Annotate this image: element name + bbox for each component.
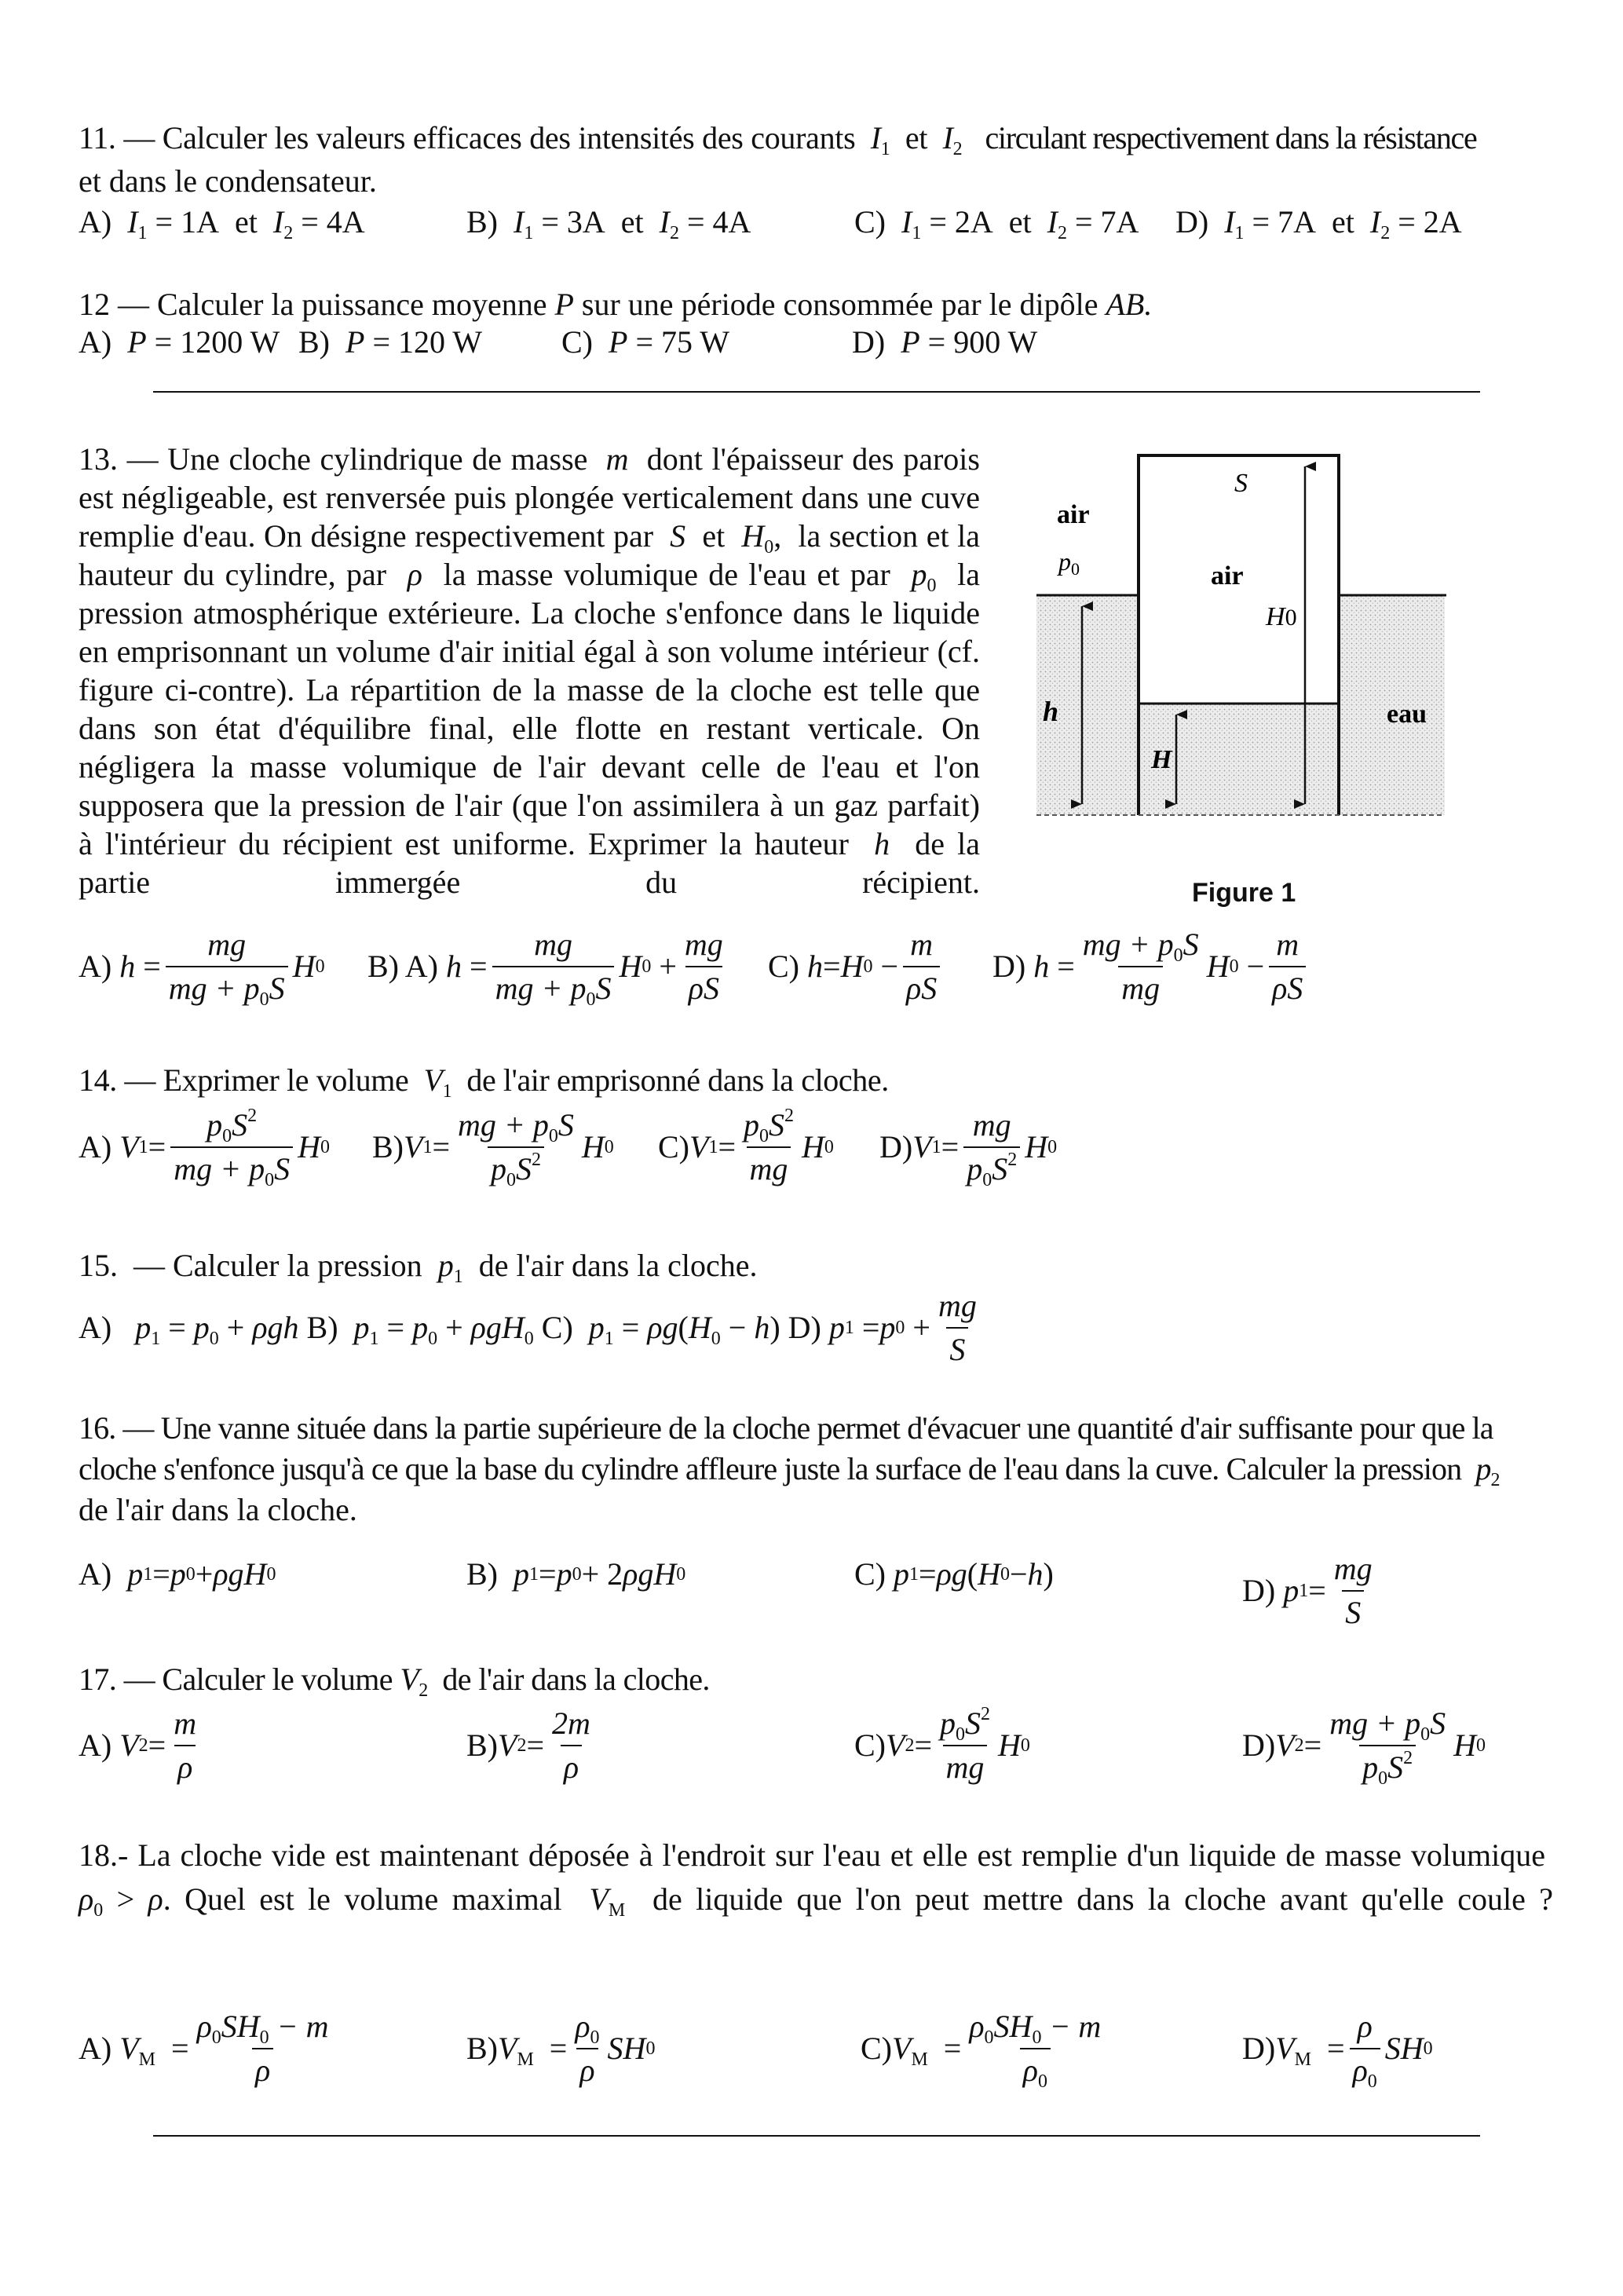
q16-text-line3: de l'air dans la cloche.: [79, 1492, 357, 1527]
q14-text: 14. — Exprimer le volume $V_1$ de l'air emprisonné dans la cloche.: [79, 1062, 889, 1102]
q11-text-line2: et dans le condensateur.: [79, 163, 377, 199]
q18-option-b[interactable]: B) $V_M$ = $\frac{\rho_0}{\rho}$ SH 0: [466, 2009, 656, 2088]
q16-option-b[interactable]: B) p 1 = p 0 + 2 ρgH 0: [466, 1556, 686, 1592]
q12-option-b[interactable]: B) P = 120 W: [298, 324, 483, 360]
q12-option-d[interactable]: D) P = 900 W: [852, 324, 1038, 360]
q15-options: [79, 1288, 985, 1368]
q15-option-c[interactable]: C) $p_1 = \rho g(H_0 - h)$: [541, 1310, 780, 1349]
q14-option-d[interactable]: D) V 1 = $\frac{mg}{p_0S^2}$ H 0: [879, 1107, 1058, 1190]
q17-option-a[interactable]: A) V 2 = $\frac{m}{\rho}$: [79, 1706, 197, 1785]
label-eau: eau: [1387, 700, 1427, 729]
label-air-outside: air: [1057, 500, 1090, 529]
figure-caption: Figure 1: [1192, 878, 1296, 908]
bell-diagram: [1021, 440, 1468, 872]
q14-option-c[interactable]: C) V 1 = $\frac{p_0S^2}{mg}$ H 0: [658, 1106, 834, 1186]
q18-paragraph: 18.- La cloche vide est maintenant déposée à l'endroit sur l'eau et elle est remplie d'un liquide de masse volumique $\rho_0 > \rho$. Quel est le volume maximal $V_M$ de liquide que l'on peut mettre dans la cloche avant qu'elle coule ?: [79, 1837, 1553, 1921]
q14-option-a[interactable]: A) V 1 = $\frac{p_0S^2}{mg + p_0S}$ H 0: [79, 1106, 330, 1190]
separator-line: [153, 391, 1480, 393]
q15-option-d[interactable]: D) p 1 = p 0 + $\frac{mg}{S}$: [788, 1288, 977, 1367]
q13-paragraph: 13. — Une cloche cylindrique de masse m dont l'épaisseur des parois est négligeable, est renversée puis plongée verticalement dans une cuve remplie d'eau. On désigne respectivement par S et $H_0$, la section et la hauteur du cylindre, par ρ la masse volumique de l'eau et par $p_0$ la pression atmosphérique extérieure. La cloche s'enfonce dans le liquide en emprisonnant un volume d'air initial égal à son volume intérieur (cf. figure ci-contre). La répartition de la masse de la cloche est telle que dans son état d'équilibre final, elle flotte en restant verticale. On négligera la masse volumique de l'air devant celle de l'eau et l'on supposera que la pression de l'air (que l'on assimilera à un gaz parfait) à l'intérieur du récipient est uniforme. Exprimer la hauteur h de la partie immergée du récipient.: [79, 441, 981, 900]
q16-text-line1: 16. — Une vanne située dans la partie supérieure de la cloche permet d'évacuer une quantité d'air suffisante pour que la: [79, 1410, 1493, 1446]
q16-option-d[interactable]: D) p 1 = $\frac{mg}{S}$: [1242, 1551, 1373, 1630]
q16-option-a[interactable]: A) p 1 = p 0 + ρgH 0: [79, 1556, 276, 1592]
q11-option-a[interactable]: A) $I_1 = 1A$ et $I_2 = 4A$: [79, 204, 365, 243]
q16-option-c[interactable]: C) p 1 = ρg ( H 0 − h ): [854, 1556, 1054, 1592]
label-H: H: [1151, 745, 1172, 774]
q17-text: 17. — Calculer le volume $V_2$ de l'air dans la cloche.: [79, 1662, 710, 1701]
q15-option-a[interactable]: A) $p_1 = p_0 + \rho gh$: [79, 1310, 299, 1349]
label-p0: p0: [1058, 547, 1080, 579]
q11-text-line1: 11. — Calculer les valeurs efficaces des intensités des courants $I_1$ et $I_2$ circulant respectivement dans la résistance: [79, 120, 1477, 159]
q12-option-a[interactable]: A) P = 1200 W: [79, 324, 280, 360]
q17-option-d[interactable]: D) V 2 = $\frac{mg + p_0S}{p_0S^2}$ H 0: [1242, 1706, 1486, 1789]
q18-option-c[interactable]: C) $V_M$ = $\frac{\rho_0SH_0 - m}{\rho_0}$: [861, 2009, 1102, 2092]
q17-option-c[interactable]: C) V 2 = $\frac{p_0S^2}{mg}$ H 0: [854, 1704, 1030, 1785]
q16-text-line2: cloche s'enfonce jusqu'à ce que la base du cylindre affleure juste la surface de l'eau dans la cuve. Calculer la pression $p_2$: [79, 1451, 1500, 1490]
q14-option-b[interactable]: B) V 1 = $\frac{mg + p_0S}{p_0S^2}$ H 0: [372, 1107, 614, 1190]
label-S: S: [1234, 469, 1248, 498]
q18-option-a[interactable]: A) $V_M$ = $\frac{\rho_0SH_0 - m}{\rho}$: [79, 2009, 329, 2088]
q11-option-c[interactable]: C) $I_1 = 2A$ et $I_2 = 7A$: [854, 204, 1139, 243]
q15-text: 15. — Calculer la pression $p_1$ de l'air dans la cloche.: [79, 1248, 758, 1287]
q12-text: 12 — Calculer la puissance moyenne P sur une période consommée par le dipôle AB.: [79, 287, 1153, 322]
q13-option-b[interactable]: B) A) h = $\frac{mg}{mg + p_0S}$ H 0 + $\frac{mg}{\rho S}$: [367, 927, 723, 1010]
q13-option-c[interactable]: C) h = H 0 − $\frac{m}{\rho S}$: [768, 927, 945, 1007]
label-H0: H0: [1266, 602, 1297, 631]
q17-option-b[interactable]: B) V 2 = $\frac{2m}{\rho}$: [466, 1706, 590, 1785]
label-h: h: [1043, 696, 1059, 727]
label-air-inside: air: [1211, 561, 1244, 590]
q13-option-d[interactable]: D) h = $\frac{mg + p_0S}{mg}$ H 0 − $\frac{m}{\rho S}$: [992, 927, 1310, 1007]
q13-option-a[interactable]: A) h = $\frac{mg}{mg + p_0S}$ H 0: [79, 927, 325, 1010]
separator-line-bottom: [153, 2135, 1480, 2137]
q15-option-b[interactable]: B) $p_1 = p_0 + \rho gH_0$: [306, 1310, 534, 1349]
q18-option-d[interactable]: D) $V_M$ = $\frac{\rho}{\rho_0}$ SH 0: [1242, 2009, 1433, 2092]
q11-option-d[interactable]: D) $I_1 = 7A$ et $I_2 = 2A$: [1175, 204, 1462, 243]
q11-option-b[interactable]: B) $I_1 = 3A$ et $I_2 = 4A$: [466, 204, 751, 243]
q12-option-c[interactable]: C) P = 75 W: [561, 324, 730, 360]
